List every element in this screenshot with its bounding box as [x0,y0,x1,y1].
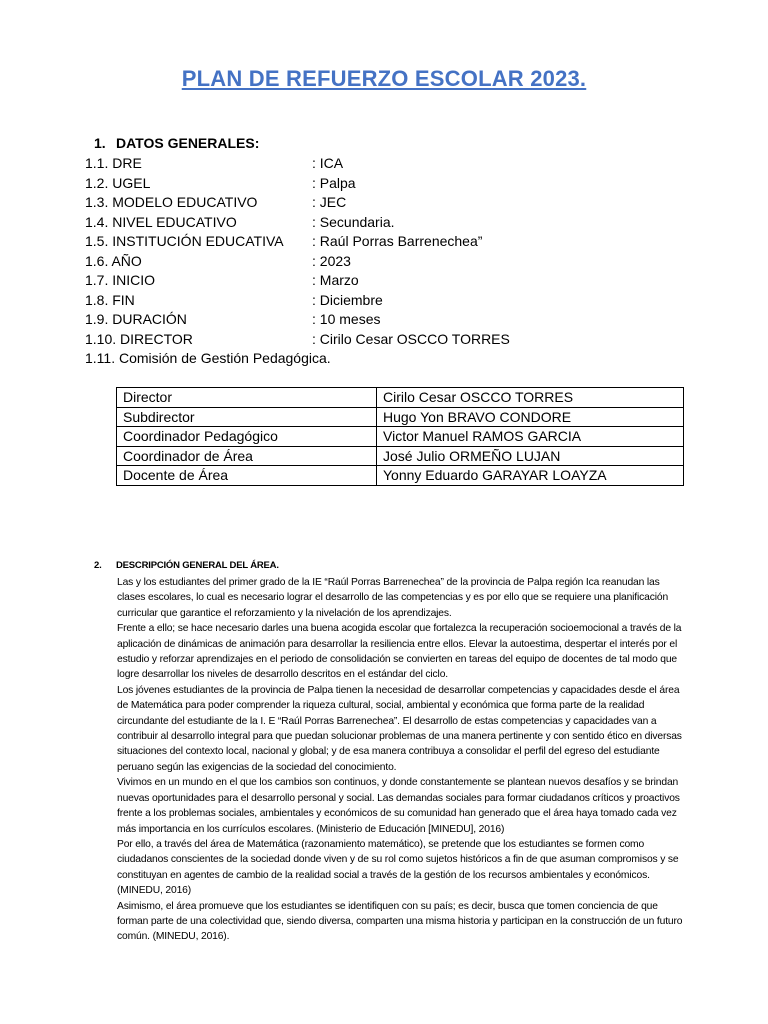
item-value: : ICA [312,155,344,171]
name-cell: José Julio ORMEÑO LUJAN [377,446,684,466]
commission-table [116,387,684,486]
item-label: 1.9. DURACIÓN [85,311,187,327]
section-2-number: 2. [94,560,102,571]
general-data-list [85,154,510,369]
name-cell: Yonny Eduardo GARAYAR LOAYZA [377,466,684,486]
area-description [117,575,685,945]
role-cell: Coordinador Pedagógico [117,427,377,447]
general-data-item [85,213,510,233]
item-value: : Secundaria. [312,213,395,230]
name-cell: Hugo Yon BRAVO CONDORE [377,407,684,427]
item-value: : Raúl Porras Barrenechea” [312,233,483,249]
general-data-item [85,330,510,350]
section-1-heading [94,135,259,151]
role-cell: Docente de Área [117,466,377,486]
section-2-title: DESCRIPCIÓN GENERAL DEL ÁREA. [116,560,279,571]
item-label: 1.8. FIN [85,291,135,308]
general-data-item [85,252,510,272]
item-value: : 10 meses [312,311,381,327]
role-cell: Subdirector [117,407,377,427]
name-cell: Cirilo Cesar OSCCO TORRES [377,388,684,408]
paragraph: Frente a ello; se hace necesario darles una buena acogida escolar que fortalezca la recuperación socioemocional a través de la aplicación de dinámicas de animación para desarrollar la resiliencia entre ellos. Elevar la autoestima, despertar el interés por el estudio y reforzar aprendizajes en el periodo de consolidación se convierten en tareas del equipo de docentes de tal modo que logre desarrollar los niveles de desarrollo descritos en el estándar del ciclo. [117,623,682,681]
item-value: : Palpa [312,174,356,191]
item-value: : Marzo [312,272,359,288]
general-data-item [85,232,510,252]
item-value: : Diciembre [312,291,383,308]
paragraph: Asimismo, el área promueve que los estudiantes se identifiquen con su país; es decir, busca que tomen conciencia de que forman parte de una colectividad que, siendo diversa, comparten una misma historia y participan en la construcción de un futuro común. (MINEDU, 2016). [117,900,683,943]
general-data-item [85,291,510,311]
section-1-number: 1. [94,135,106,151]
item-label: 1.5. INSTITUCIÓN EDUCATIVA [85,233,284,249]
role-cell: Coordinador de Área [117,446,377,466]
general-data-item [85,349,510,369]
name-cell: Victor Manuel RAMOS GARCIA [377,427,684,447]
table-row [117,407,684,427]
general-data-item [85,174,510,194]
item-value: : 2023 [312,252,351,269]
section-1-title: DATOS GENERALES: [116,135,260,151]
table-row [117,466,684,486]
paragraph: Las y los estudiantes del primer grado de la IE “Raúl Porras Barrenechea” de la provincia de Palpa región Ica reanudan las clases escolares, lo cual es necesario lograr el desarrollo de las competencias y es por ello que se requiere una planificación curricular que garantice el reforzamiento y la nivelación de los aprendizajes. [117,577,669,619]
item-value: : Cirilo Cesar OSCCO TORRES [312,330,510,347]
item-label: 1.11. Comisión de Gestión Pedagógica. [85,350,331,366]
general-data-item [85,310,510,330]
item-label: 1.7. INICIO [85,272,156,288]
table-row [117,388,684,408]
general-data-item [85,193,510,213]
table-row [117,427,684,447]
item-label: 1.4. NIVEL EDUCATIVO [85,213,237,230]
item-label: 1.10. DIRECTOR [85,330,193,347]
item-value: : JEC [312,194,347,210]
item-label: 1.6. AÑO [85,252,142,269]
item-label: 1.2. UGEL [85,174,151,191]
paragraph: Por ello, a través del área de Matemática (razonamiento matemático), se pretende que los estudiantes se formen como ciudadanos conscientes de la sociedad donde viven y de su rol como sujetos históricos a fin de que asuman compromisos y se constituyan en agentes de cambio de la realidad social a través de la gestión de los recursos ambientales y económicos. (MINEDU, 2016) [117,838,679,897]
section-2-heading [94,560,279,571]
document-title: PLAN DE REFUERZO ESCOLAR 2023. [181,66,587,91]
paragraph: Vivimos en un mundo en el que los cambios son continuos, y donde constantemente se plantean nuevos desafíos y se brindan nuevas oportunidades para el desarrollo personal y social. Las demandas sociales para formar ciudadanos críticos y proactivos frente a los problemas sociales, ambientales y económicos de su comunidad han generado que el área haya tomado cada vez más importancia en los currículos escolares. (Ministerio de Educación [MINEDU], 2016) [117,777,680,835]
table-row [117,446,684,466]
general-data-item [85,154,510,174]
paragraph: Los jóvenes estudiantes de la provincia de Palpa tienen la necesidad de desarrollar competencias y capacidades desde el área de Matemática para poder comprender la riqueza cultural, social, ambiental y económica que forma parte de la realidad circundante del estudiante de la I. E “Raúl Porras Barrenechea”. El desarrollo de estas competencias y capacidades van a contribuir al desarrollo integral para que puedan solucionar problemas de una manera pertinente y con sentido ético en diversas situaciones del contexto local, nacional y global; y de esa manera contribuya a consolidar el perfil del egreso del estudiante peruano según las exigencias de la sociedad del conocimiento. [117,684,682,773]
item-label: 1.3. MODELO EDUCATIVO [85,194,258,210]
general-data-item [85,271,510,291]
role-cell: Director [117,388,377,408]
item-label: 1.1. DRE [85,155,142,171]
